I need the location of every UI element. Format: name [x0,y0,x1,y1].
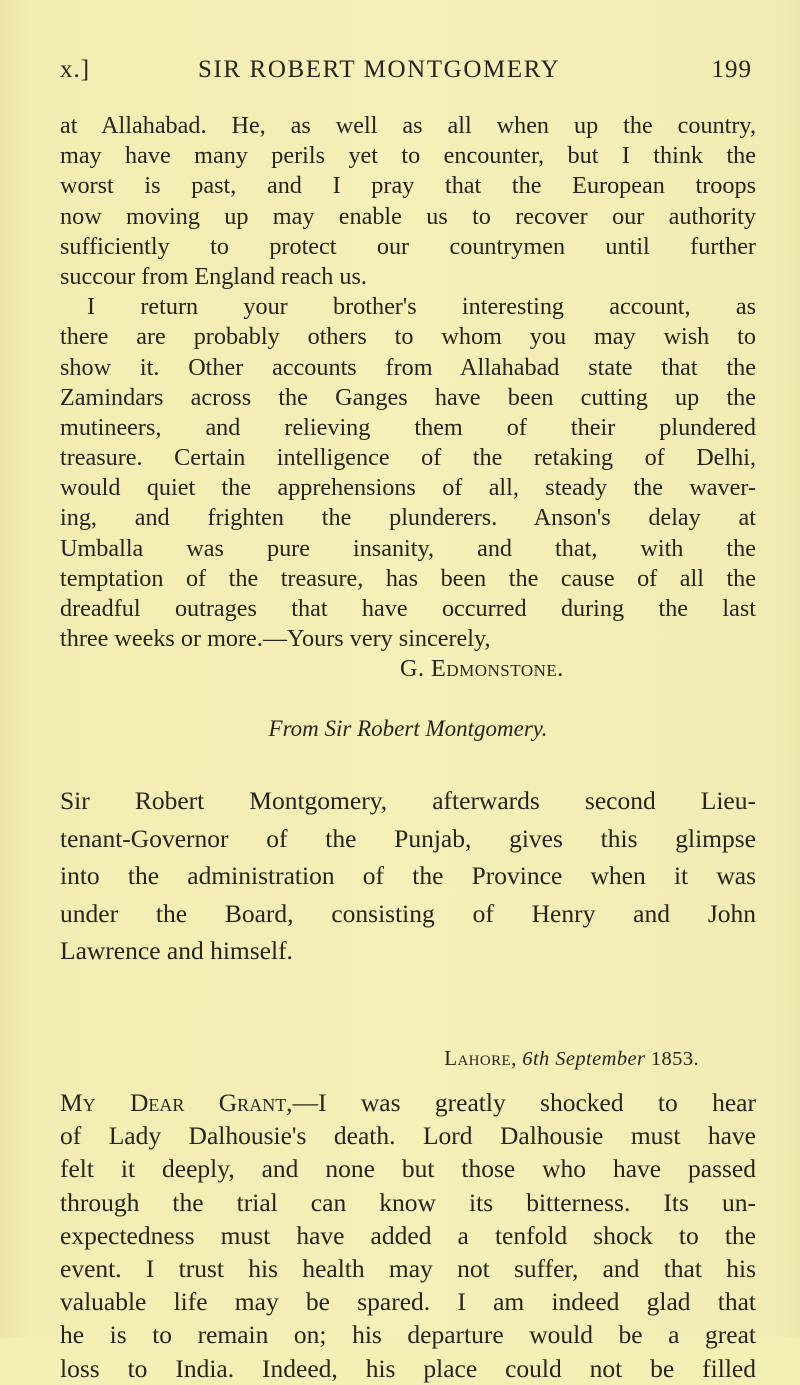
text-line: three weeks or more.—Yours very sincerely, [60,625,491,653]
text-line: there are probably others to whom you may wish to [60,323,756,351]
text-line: would quiet the apprehensions of all, steady the waver- [60,474,756,502]
dateline-day: 6th September [522,1048,646,1070]
text-line: event. I trust his health may not suffer, and that his [60,1253,756,1283]
page-number: 199 [711,56,752,83]
text-line: show it. Other accounts from Allahabad state that the [60,353,756,381]
text-line: loss to India. Indeed, his place could not be filled [60,1353,756,1383]
text-line: felt it deeply, and none but those who have passed [60,1154,756,1184]
dateline-place: Lahore, [444,1046,517,1070]
text-line: expectedness must have added a tenfold shock to the [60,1220,756,1250]
section-heading: From Sir Robert Montgomery. [268,716,548,741]
letter-edmonstone-body [60,111,756,685]
signature: G. Edmonstone. [400,655,564,683]
salutation: My Dear Grant, [60,1088,293,1117]
text-line: ing, and frighten the plunderers. Anson's delay at [60,504,756,532]
text-line: may have many perils yet to encounter, but I think the [60,142,756,170]
text-line: tenant-Governor of the Punjab, gives this glimpse [60,823,756,853]
chapter-number: x.] [60,56,91,83]
salutation-continuation: —I was greatly shocked to hear [292,1088,756,1117]
text-line: Umballa was pure insanity, and that, with the [60,534,756,562]
text-line: I return your brother's interesting account, as [87,293,756,321]
text-line: at Allahabad. He, as well as all when up the country, [60,112,756,139]
letter-montgomery-body [60,1086,756,1385]
text-line: mutineers, and relieving them of their plundered [60,413,756,441]
text-line: Zamindars across the Ganges have been cutting up the [60,383,756,411]
text-line: sufficiently to protect our countrymen until further [60,232,756,260]
text-line: treasure. Certain intelligence of the retaking of Delhi, [60,444,756,472]
text-line: under the Board, consisting of Henry and John [60,898,756,928]
text-line: Sir Robert Montgomery, afterwards second Lieu- [60,786,756,815]
text-line: into the administration of the Province when it was [60,861,756,891]
text-line: Lawrence and himself. [60,936,293,966]
text-line: worst is past, and I pray that the European troops [60,172,756,200]
text-line: valuable life may be spared. I am indeed glad that [60,1287,756,1317]
letter-dateline [60,1046,699,1071]
text-line: succour from England reach us. [60,262,367,290]
text-line: through the trial can know its bitterness. Its un- [60,1187,756,1217]
chapter-title: SIR ROBERT MONTGOMERY [198,56,561,83]
text-line [60,1086,756,1119]
running-head [60,56,752,86]
text-line: he is to remain on; his departure would be a great [60,1320,756,1350]
text-line: temptation of the treasure, has been the cause of all the [60,564,756,592]
text-line: of Lady Dalhousie's death. Lord Dalhousie must have [60,1121,756,1151]
text-line: dreadful outrages that have occurred during the last [60,595,756,622]
text-line: now moving up may enable us to recover our authority [60,202,756,230]
introduction-paragraph [60,782,756,970]
dateline-year: 1853. [650,1048,699,1070]
